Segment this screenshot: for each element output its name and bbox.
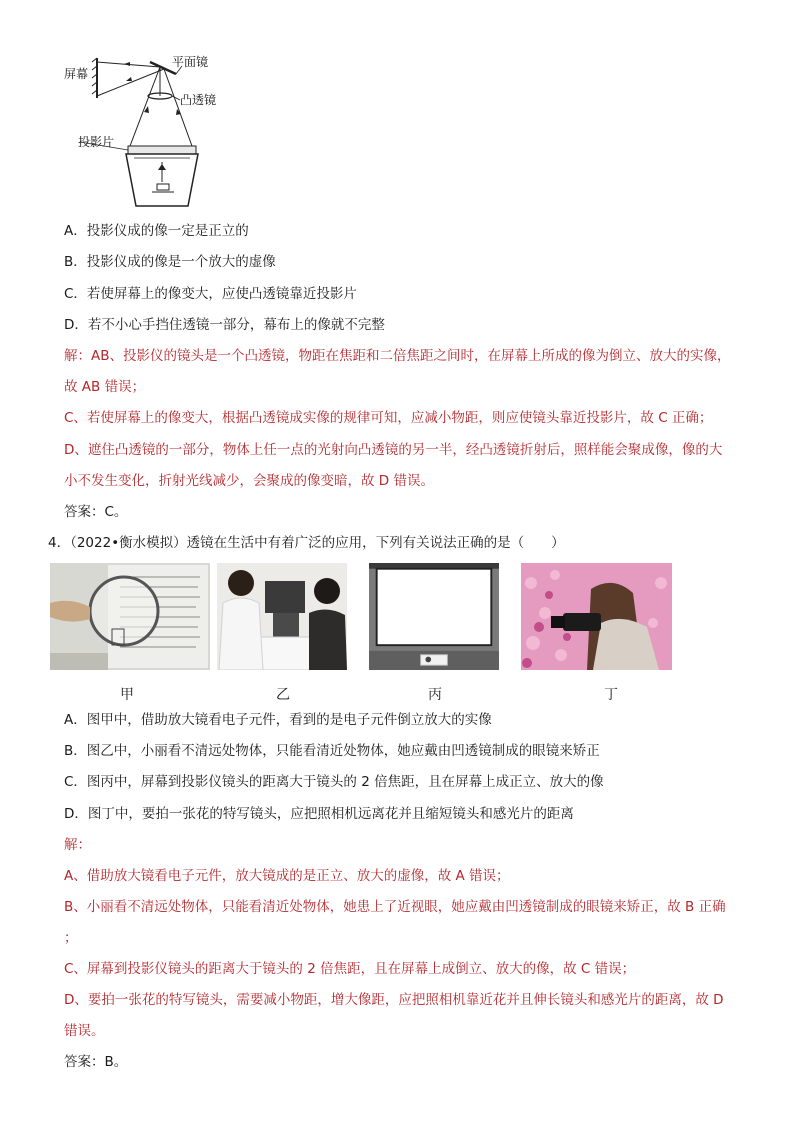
q3-option-c: C．若使屏幕上的像变大，应使凸透镜靠近投影片 [64, 286, 357, 302]
q4-stem: 4．（2022•衡水模拟）透镜在生活中有着广泛的应用，下列有关说法正确的是（ ） [48, 535, 565, 551]
q3-solution-line: C、若使屏幕上的像变大，根据凸透镜成实像的规律可知，应减小物距，则应使镜头靠近投影片，故 C 正确； [64, 410, 713, 426]
q3-solution-line: 故 AB 错误； [64, 379, 146, 395]
q4-option-c: C．图丙中，屏幕到投影仪镜头的距离大于镜头的 2 倍焦距，且在屏幕上成正立、放大的像 [64, 774, 604, 790]
label-lens: 凸透镜 [180, 93, 217, 107]
q4-option-b: B．图乙中，小丽看不清远处物体，只能看清近处物体，她应戴由凹透镜制成的眼镜来矫正 [64, 743, 600, 759]
q4-solution-line: C、屏幕到投影仪镜头的距离大于镜头的 2 倍焦距，且在屏幕上成倒立、放大的像，故 C 错误； [64, 961, 636, 977]
q3-solution-line: 小不发生变化，折射光线减少，会聚成的像变暗，故 D 错误。 [64, 473, 434, 489]
projector-diagram [64, 54, 234, 214]
q3-solution-line: D、遮住凸透镜的一部分，物体上任一点的光射向凸透镜的另一半，经凸透镜折射后，照样能会聚成像，像的大 [64, 442, 723, 458]
q4-solution-line: 错误。 [64, 1023, 105, 1039]
q4-solution-line: ； [64, 930, 78, 946]
slide-shape [128, 146, 196, 154]
photo-camera-flowers [521, 563, 672, 670]
q3-solution-line: 解：AB、投影仪的镜头是一个凸透镜，物距在焦距和二倍焦距之间时，在屏幕上所成的像为倒立、放大的实像， [64, 348, 731, 364]
q3-answer: 答案：C。 [64, 504, 128, 520]
q4-solution-head: 解： [64, 837, 91, 853]
label-mirror: 平面镜 [172, 55, 209, 69]
q3-option-d: D．若不小心手挡住透镜一部分，幕布上的像就不完整 [64, 317, 385, 333]
q4-solution-line: D、要拍一张花的特写镜头，需要减小物距，增大像距，应把照相机靠近花并且伸长镜头和感光片的距离，故 D [64, 992, 724, 1008]
label-slide: 投影片 [78, 135, 115, 149]
caption-ding: 丁 [604, 687, 618, 703]
q4-answer: 答案：B。 [64, 1054, 128, 1070]
q4-solution-line: B、小丽看不清远处物体，只能看清近处物体，她患上了近视眼，她应戴由凹透镜制成的眼镜来矫正，故 B 正确 [64, 899, 726, 915]
label-screen: 屏幕 [64, 67, 89, 81]
q3-option-b: B．投影仪成的像是一个放大的虚像 [64, 254, 276, 270]
q4-solution-line: A、借助放大镜看电子元件，放大镜成的是正立、放大的虚像，故 A 错误； [64, 868, 510, 884]
photo-projector-screen [366, 563, 502, 670]
q3-option-a: A．投影仪成的像一定是正立的 [64, 223, 249, 239]
caption-bing: 丙 [428, 687, 442, 703]
q4-option-d: D．图丁中，要拍一张花的特写镜头，应把照相机远离花并且缩短镜头和感光片的距离 [64, 806, 574, 822]
caption-jia: 甲 [120, 687, 134, 703]
caption-yi: 乙 [276, 687, 290, 703]
q4-option-a: A．图甲中，借助放大镜看电子元件，看到的是电子元件倒立放大的实像 [64, 712, 492, 728]
photo-eye-exam [217, 563, 347, 670]
photo-magnifier [50, 563, 210, 670]
